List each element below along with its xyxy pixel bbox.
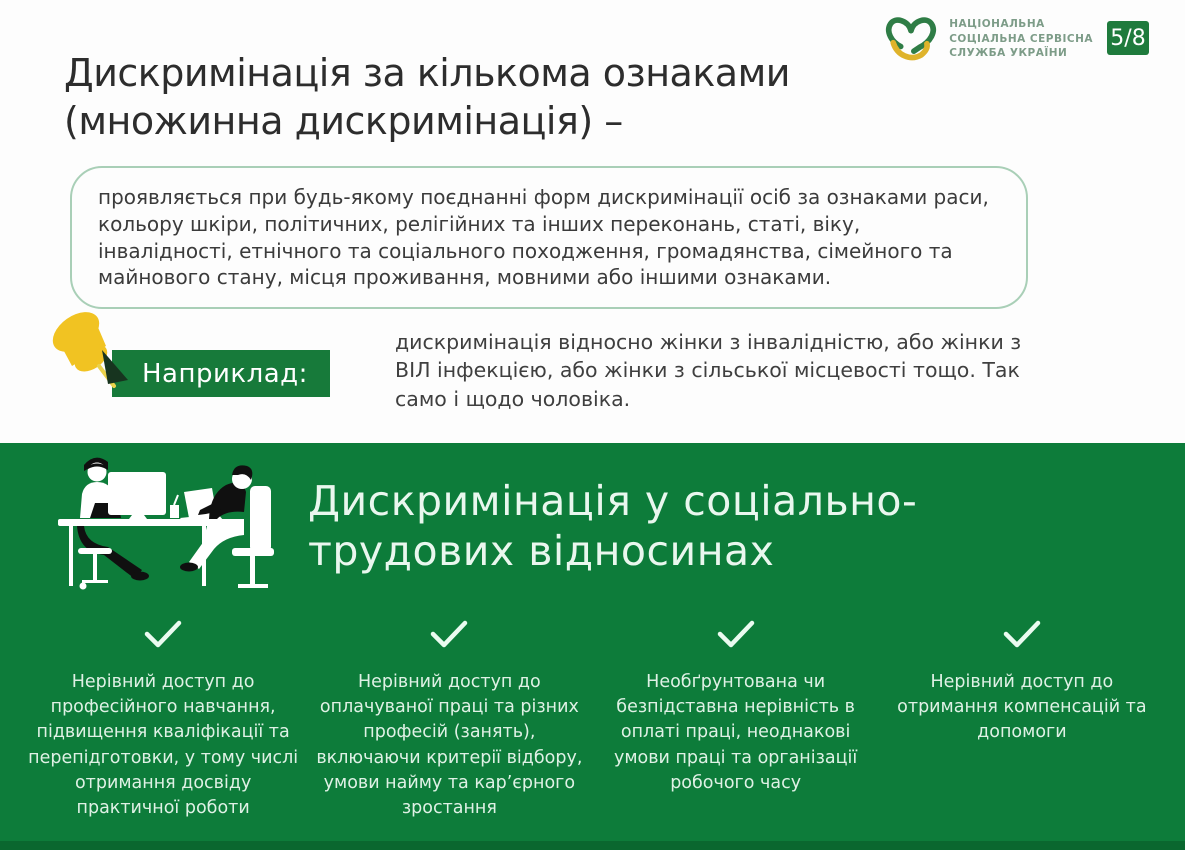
section-heading-line2: трудових відносинах: [308, 527, 775, 576]
list-item-text: Нерівний доступ до оплачуваної праці та різних професій (занять), включаючи критерії відбору, умови найму та кар’єрного зростання: [316, 672, 583, 818]
definition-text: проявляється при будь-якому поєднанні форм дискримінації осіб за ознаками раси, кольору шкіри, політичних, релігійних та інших переконань, статі, віку, інвалідності, етнічного та соціального походження, громадянства, сімейного та майнового стану, місця проживання, мовними або іншими ознаками.: [98, 185, 989, 290]
section-heading: [308, 476, 917, 576]
discrimination-items: [28, 619, 1157, 821]
list-item-text: Нерівний доступ до професійного навчання, підвищення кваліфікації та перепідготовки, у тому числі отримання досвіду практичної роботи: [28, 672, 299, 818]
org-logo-line2: СОЦІАЛЬНА СЕРВІСНА: [949, 32, 1093, 45]
bottom-accent-strip: [0, 841, 1185, 850]
list-item-text: Необґрунтована чи безпідставна нерівність в оплаті праці, неоднакові умови праці та організації робочого часу: [613, 672, 858, 793]
checkmark-icon: [141, 619, 185, 653]
two-workers-at-desk-icon: [52, 448, 302, 598]
page-title-line2: (множинна дискримінація) –: [64, 98, 623, 143]
checkmark-icon: [1000, 619, 1044, 653]
pushpin-icon: [42, 304, 132, 406]
example-text: дискримінація відносно жінки з інвалідністю, або жінки з ВІЛ інфекцією, або жінки з сільської місцевості тощо. Так само і щодо чоловіка.: [395, 330, 1022, 411]
definition-box: [70, 166, 1028, 309]
example-label: Наприклад:: [112, 350, 330, 397]
page-title: [64, 50, 984, 146]
checkmark-icon: [714, 619, 758, 653]
workers-illustration: [52, 448, 302, 598]
page-number-badge: 5/8: [1107, 21, 1149, 55]
page-title-line1: Дискримінація за кількома ознаками: [64, 51, 790, 95]
list-item: [601, 619, 871, 821]
org-logo-line3: СЛУЖБА УКРАЇНИ: [949, 47, 1068, 60]
list-item: [314, 619, 584, 821]
list-item-text: Нерівний доступ до отримання компенсацій та допомоги: [897, 672, 1147, 743]
social-labor-section: [0, 443, 1185, 850]
list-item: [887, 619, 1157, 821]
checkmark-icon: [427, 619, 471, 653]
list-item: [28, 619, 298, 821]
section-heading-line1: Дискримінація у соціально-: [308, 477, 918, 525]
org-logo-line1: НАЦІОНАЛЬНА: [949, 17, 1045, 30]
